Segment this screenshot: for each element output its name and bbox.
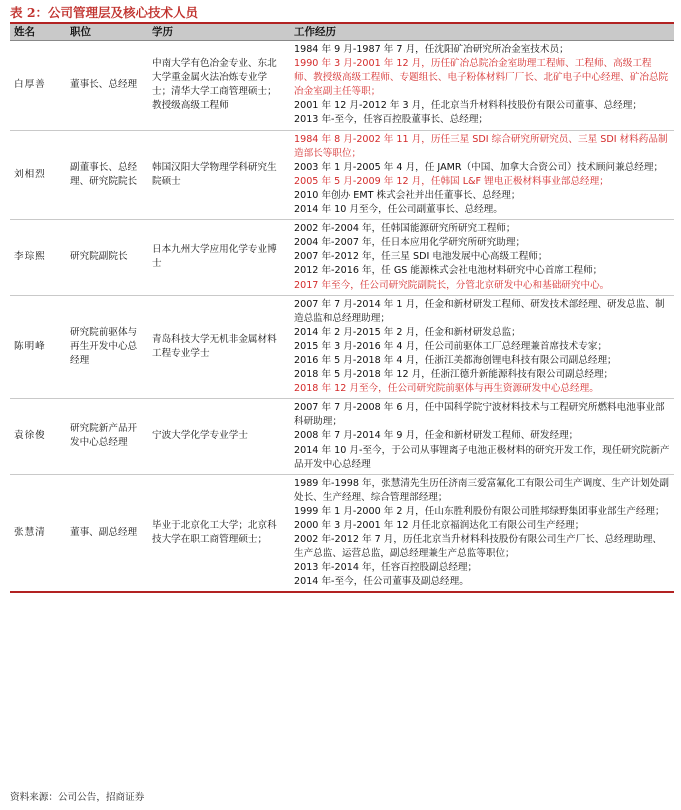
experience-line: 2012 年-2016 年，任 GS 能源株式会社电池材料研究中心首席工程师； — [294, 265, 603, 277]
experience-line: 2014 年 2 月-2015 年 2 月，任金和新材研发总监； — [294, 326, 521, 338]
person-experience — [290, 295, 674, 399]
table-row — [10, 474, 674, 592]
table-title: 表 2：公司管理层及核心技术人员 — [10, 5, 199, 20]
experience-line: 2007 年 7 月-2008 年 6 月，任中国科学院宁波材料技术与工程研究所燃料电池事业部科研助理； — [294, 402, 665, 428]
person-position: 研究院新产品开发中心总经理 — [66, 399, 148, 474]
person-name: 刘相烈 — [10, 130, 66, 220]
experience-line: 1984 年 9 月-1987 年 7 月，任沈阳矿冶研究所冶金室技术员； — [294, 44, 569, 55]
management-table — [10, 22, 674, 593]
table-row — [10, 220, 674, 295]
person-experience — [290, 474, 674, 592]
person-position: 董事、副总经理 — [66, 474, 148, 592]
person-position: 董事长、总经理 — [66, 41, 148, 131]
experience-line: 2018 年 12 月至今，任公司研究院前驱体与再生资源研发中心总经理。 — [294, 383, 599, 395]
person-experience — [290, 220, 674, 295]
person-education: 韩国汉阳大学物理学科研究生院硕士 — [148, 130, 290, 220]
source-note: 资料来源：公司公告，招商证券 — [10, 792, 145, 803]
person-position: 研究院副院长 — [66, 220, 148, 295]
table-row — [10, 295, 674, 399]
person-education: 中南大学有色冶金专业、东北大学重金属火法冶炼专业学士；清华大学工商管理硕士；教授级高级工程师 — [148, 41, 290, 131]
experience-line: 2000 年 3 月-2001 年 12 月任北京福润达化工有限公司生产经理； — [294, 520, 585, 531]
experience-line: 1984 年 8 月-2002 年 11 月，历任三星 SDI 综合研究所研究员、三星 SDI 材料药品制造部长等职位； — [294, 133, 668, 159]
experience-line: 2008 年 7 月-2014 年 9 月，任金和新材研发工程师、研发经理； — [294, 430, 579, 442]
person-education: 宁波大学化学专业学士 — [148, 399, 290, 474]
person-name: 袁徐俊 — [10, 399, 66, 474]
experience-line: 2002 年-2012 年 7 月，历任北京当升材料科技股份有限公司生产厂长、总经理助理、生产总监、运营总监，副总经理兼生产总监等职位； — [294, 534, 662, 560]
table-row — [10, 130, 674, 220]
experience-line: 1990 年 3 月-2001 年 12 月，历任矿冶总院冶金室助理工程师、工程师、高级工程师、教授级高级工程师、专题组长、电子粉体材料厂厂长、北矿电子中心经理、矿冶总院冶金室副主任等职； — [294, 58, 669, 98]
experience-line: 1989 年-1998 年，张慧清先生历任济南三爱富氟化工有限公司生产调度、生产计划处副处长、生产经理、综合管理部经理； — [294, 477, 669, 503]
experience-line: 2004 年-2007 年，任日本应用化学研究所研究助理； — [294, 237, 526, 249]
header-name: 姓名 — [10, 23, 66, 41]
experience-line: 2015 年 3 月-2016 年 4 月，任公司前驱体工厂总经理兼首席技术专家； — [294, 340, 608, 352]
experience-line: 2016 年 5 月-2018 年 4 月，任浙江美都海创锂电科技有限公司副总经理； — [294, 354, 617, 366]
experience-line: 2007 年-2012 年，任三星 SDI 电池发展中心高级工程师； — [294, 251, 548, 263]
person-name: 张慧清 — [10, 474, 66, 592]
experience-line: 2010 年创办 EMT 株式会社并出任董事长、总经理； — [294, 189, 521, 201]
person-education: 毕业于北京化工大学；北京科技大学在职工商管理硕士； — [148, 474, 290, 592]
experience-line: 2014 年 10 月至今，任公司副董事长、总经理。 — [294, 204, 503, 216]
experience-line: 2018 年 5 月-2018 年 12 月，任浙江德升新能源科技有限公司副总经理； — [294, 369, 614, 381]
header-education: 学历 — [148, 23, 290, 41]
experience-line: 2007 年 7 月-2014 年 1 月，任金和新材研发工程师、研发技术部经理、研发总监、制造总监和总经理助理； — [294, 298, 665, 324]
experience-line: 2013 年-至今，任容百控股董事长、总经理； — [294, 114, 489, 126]
experience-line: 2017 年至今，任公司研究院副院长，分管北京研发中心和基础研究中心。 — [294, 279, 610, 291]
person-experience — [290, 130, 674, 220]
person-position: 研究院前驱体与再生开发中心总经理 — [66, 295, 148, 399]
experience-line: 2005 年 5 月-2009 年 12 月，任韩国 L&F 锂电正极材料事业部总经理； — [294, 175, 609, 187]
person-name: 陈明峰 — [10, 295, 66, 399]
person-experience — [290, 399, 674, 474]
experience-line: 2014 年-至今，任公司董事及副总经理。 — [294, 576, 469, 588]
experience-line: 2014 年 10 月-至今，于公司从事锂离子电池正极材料的研究开发工作，现任研究院新产品开发中心总经理 — [294, 444, 670, 470]
experience-line: 2003 年 1 月-2005 年 4 月，任 JAMR（中国、加拿大合资公司）技术顾问兼总经理； — [294, 161, 664, 173]
person-name: 李琮熙 — [10, 220, 66, 295]
table-row — [10, 41, 674, 131]
person-position: 副董事长、总经理、研究院院长 — [66, 130, 148, 220]
experience-line: 2001 年 12 月-2012 年 3 月，任北京当升材料科技股份有限公司董事、总经理； — [294, 100, 642, 112]
header-row — [10, 23, 674, 41]
experience-line: 2002 年-2004 年，任韩国能源研究所研究工程师； — [294, 223, 516, 235]
header-position: 职位 — [66, 23, 148, 41]
experience-line: 1999 年 1 月-2000 年 2 月，任山东胜利股份有限公司胜邦绿野集团事业部生产经理； — [294, 505, 665, 517]
person-name: 白厚善 — [10, 41, 66, 131]
person-education: 青岛科技大学无机非金属材料工程专业学士 — [148, 295, 290, 399]
person-experience — [290, 41, 674, 131]
header-experience: 工作经历 — [290, 23, 674, 41]
experience-line: 2013 年-2014 年，任容百控股副总经理； — [294, 562, 478, 574]
table-row — [10, 399, 674, 474]
person-education: 日本九州大学应用化学专业博士 — [148, 220, 290, 295]
